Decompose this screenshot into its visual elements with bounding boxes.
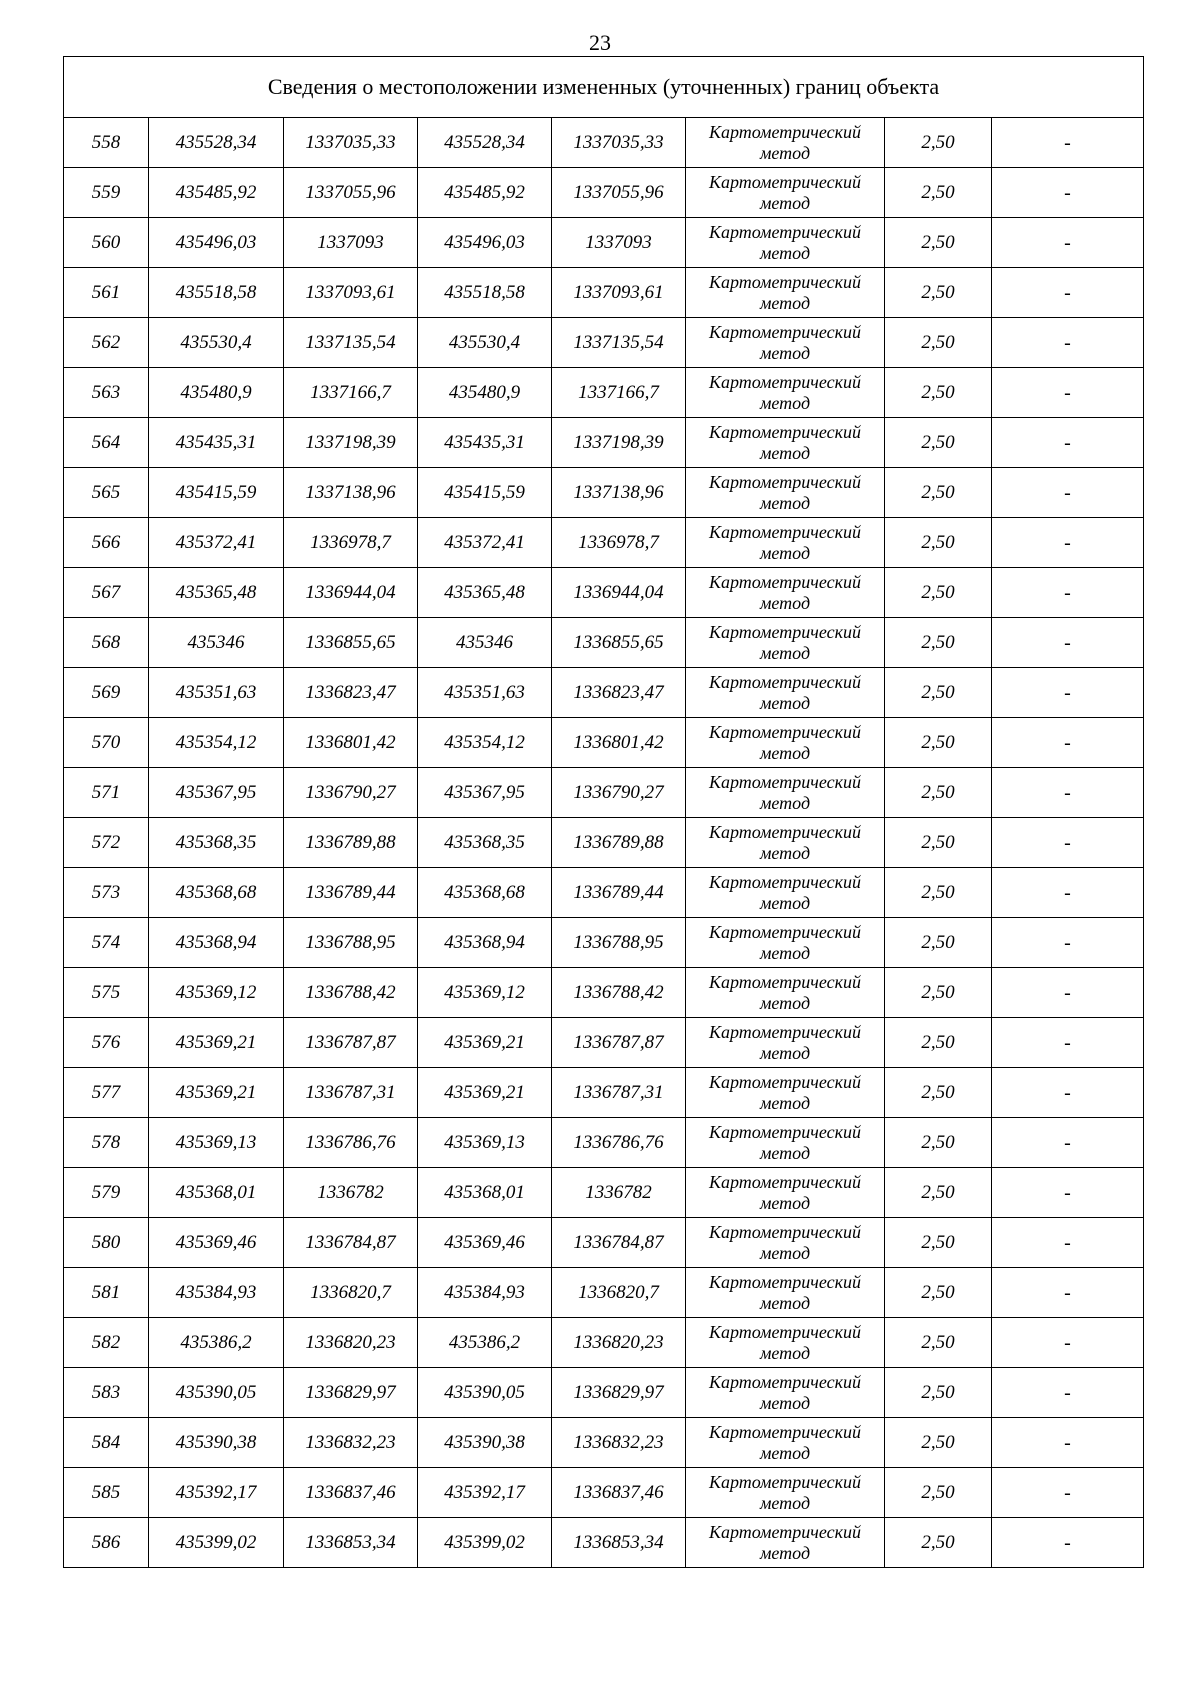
existing-x-cell: 435369,46: [149, 1218, 284, 1268]
accuracy-cell: 2,50: [885, 918, 992, 968]
method-cell: Картометрический метод: [686, 1118, 885, 1168]
method-cell: Картометрический метод: [686, 1218, 885, 1268]
existing-x-cell: 435369,12: [149, 968, 284, 1018]
existing-x-cell: 435435,31: [149, 418, 284, 468]
refined-x-cell: 435346: [418, 618, 552, 668]
accuracy-cell: 2,50: [885, 868, 992, 918]
method-cell: Картометрический метод: [686, 1018, 885, 1068]
refined-x-cell: 435368,35: [418, 818, 552, 868]
existing-y-cell: 1336837,46: [284, 1468, 418, 1518]
note-cell: -: [992, 1068, 1144, 1118]
refined-y-cell: 1336823,47: [552, 668, 686, 718]
existing-y-cell: 1337093: [284, 218, 418, 268]
refined-y-cell: 1336829,97: [552, 1368, 686, 1418]
accuracy-cell: 2,50: [885, 568, 992, 618]
method-cell: Картометрический метод: [686, 518, 885, 568]
table-row: [64, 268, 1144, 318]
accuracy-cell: 2,50: [885, 768, 992, 818]
note-cell: -: [992, 468, 1144, 518]
refined-x-cell: 435399,02: [418, 1518, 552, 1568]
method-cell: Картометрический метод: [686, 1318, 885, 1368]
point-number-cell: 585: [64, 1468, 149, 1518]
point-number-cell: 580: [64, 1218, 149, 1268]
method-cell: Картометрический метод: [686, 1518, 885, 1568]
existing-x-cell: 435480,9: [149, 368, 284, 418]
point-number-cell: 578: [64, 1118, 149, 1168]
existing-y-cell: 1336829,97: [284, 1368, 418, 1418]
method-cell: Картометрический метод: [686, 118, 885, 168]
existing-x-cell: 435485,92: [149, 168, 284, 218]
accuracy-cell: 2,50: [885, 368, 992, 418]
method-cell: Картометрический метод: [686, 318, 885, 368]
table-row: [64, 818, 1144, 868]
note-cell: -: [992, 118, 1144, 168]
note-cell: -: [992, 1168, 1144, 1218]
point-number-cell: 568: [64, 618, 149, 668]
accuracy-cell: 2,50: [885, 1518, 992, 1568]
note-cell: -: [992, 218, 1144, 268]
method-cell: Картометрический метод: [686, 718, 885, 768]
existing-y-cell: 1337138,96: [284, 468, 418, 518]
existing-y-cell: 1336790,27: [284, 768, 418, 818]
note-cell: -: [992, 368, 1144, 418]
accuracy-cell: 2,50: [885, 1068, 992, 1118]
method-cell: Картометрический метод: [686, 1268, 885, 1318]
refined-y-cell: 1337035,33: [552, 118, 686, 168]
table-row: [64, 1418, 1144, 1468]
refined-x-cell: 435480,9: [418, 368, 552, 418]
point-number-cell: 583: [64, 1368, 149, 1418]
note-cell: -: [992, 318, 1144, 368]
table-row: [64, 718, 1144, 768]
refined-x-cell: 435365,48: [418, 568, 552, 618]
note-cell: -: [992, 618, 1144, 668]
page-number: 23: [589, 30, 611, 55]
accuracy-cell: 2,50: [885, 1218, 992, 1268]
refined-y-cell: 1336978,7: [552, 518, 686, 568]
table-row: [64, 868, 1144, 918]
refined-x-cell: 435351,63: [418, 668, 552, 718]
table-row: [64, 968, 1144, 1018]
note-cell: -: [992, 418, 1144, 468]
existing-y-cell: 1336855,65: [284, 618, 418, 668]
method-cell: Картометрический метод: [686, 418, 885, 468]
existing-x-cell: 435351,63: [149, 668, 284, 718]
existing-x-cell: 435386,2: [149, 1318, 284, 1368]
refined-y-cell: 1336837,46: [552, 1468, 686, 1518]
refined-y-cell: 1336787,31: [552, 1068, 686, 1118]
note-cell: -: [992, 568, 1144, 618]
method-cell: Картометрический метод: [686, 218, 885, 268]
existing-x-cell: 435365,48: [149, 568, 284, 618]
table-row: [64, 568, 1144, 618]
note-cell: -: [992, 1018, 1144, 1068]
method-cell: Картометрический метод: [686, 468, 885, 518]
refined-y-cell: 1336944,04: [552, 568, 686, 618]
existing-y-cell: 1336784,87: [284, 1218, 418, 1268]
point-number-cell: 564: [64, 418, 149, 468]
existing-x-cell: 435369,21: [149, 1018, 284, 1068]
existing-y-cell: 1336823,47: [284, 668, 418, 718]
accuracy-cell: 2,50: [885, 1118, 992, 1168]
refined-y-cell: 1337135,54: [552, 318, 686, 368]
refined-x-cell: 435369,21: [418, 1068, 552, 1118]
existing-y-cell: 1336820,7: [284, 1268, 418, 1318]
point-number-cell: 565: [64, 468, 149, 518]
note-cell: -: [992, 1468, 1144, 1518]
table-row: [64, 168, 1144, 218]
refined-x-cell: 435485,92: [418, 168, 552, 218]
table-row: [64, 318, 1144, 368]
refined-x-cell: 435530,4: [418, 318, 552, 368]
existing-y-cell: 1337055,96: [284, 168, 418, 218]
refined-y-cell: 1336788,95: [552, 918, 686, 968]
note-cell: -: [992, 968, 1144, 1018]
method-cell: Картометрический метод: [686, 618, 885, 668]
table-body: [64, 57, 1144, 1568]
point-number-cell: 576: [64, 1018, 149, 1068]
existing-y-cell: 1336782: [284, 1168, 418, 1218]
refined-x-cell: 435368,94: [418, 918, 552, 968]
table-row: [64, 1318, 1144, 1368]
table-row: [64, 1218, 1144, 1268]
accuracy-cell: 2,50: [885, 318, 992, 368]
existing-y-cell: 1336944,04: [284, 568, 418, 618]
table-row: [64, 418, 1144, 468]
existing-y-cell: 1336853,34: [284, 1518, 418, 1568]
refined-x-cell: 435368,68: [418, 868, 552, 918]
refined-x-cell: 435369,46: [418, 1218, 552, 1268]
accuracy-cell: 2,50: [885, 518, 992, 568]
point-number-cell: 579: [64, 1168, 149, 1218]
note-cell: -: [992, 668, 1144, 718]
refined-x-cell: 435384,93: [418, 1268, 552, 1318]
existing-x-cell: 435368,94: [149, 918, 284, 968]
existing-x-cell: 435372,41: [149, 518, 284, 568]
table-row: [64, 468, 1144, 518]
coordinates-table: [63, 56, 1144, 1568]
refined-x-cell: 435390,05: [418, 1368, 552, 1418]
existing-x-cell: 435368,01: [149, 1168, 284, 1218]
existing-y-cell: 1336788,42: [284, 968, 418, 1018]
refined-y-cell: 1336820,23: [552, 1318, 686, 1368]
method-cell: Картометрический метод: [686, 368, 885, 418]
refined-y-cell: 1336787,87: [552, 1018, 686, 1068]
existing-x-cell: 435369,13: [149, 1118, 284, 1168]
point-number-cell: 572: [64, 818, 149, 868]
note-cell: -: [992, 868, 1144, 918]
point-number-cell: 563: [64, 368, 149, 418]
existing-y-cell: 1336789,88: [284, 818, 418, 868]
existing-x-cell: 435392,17: [149, 1468, 284, 1518]
table-row: [64, 1168, 1144, 1218]
accuracy-cell: 2,50: [885, 968, 992, 1018]
existing-y-cell: 1336789,44: [284, 868, 418, 918]
table-row: [64, 1018, 1144, 1068]
method-cell: Картометрический метод: [686, 268, 885, 318]
note-cell: -: [992, 918, 1144, 968]
refined-y-cell: 1337093,61: [552, 268, 686, 318]
table-row: [64, 1518, 1144, 1568]
refined-x-cell: 435372,41: [418, 518, 552, 568]
point-number-cell: 575: [64, 968, 149, 1018]
existing-y-cell: 1336978,7: [284, 518, 418, 568]
point-number-cell: 573: [64, 868, 149, 918]
note-cell: -: [992, 1268, 1144, 1318]
table-row: [64, 1268, 1144, 1318]
accuracy-cell: 2,50: [885, 418, 992, 468]
table-row: [64, 1368, 1144, 1418]
existing-y-cell: 1336787,31: [284, 1068, 418, 1118]
point-number-cell: 586: [64, 1518, 149, 1568]
refined-y-cell: 1336788,42: [552, 968, 686, 1018]
accuracy-cell: 2,50: [885, 618, 992, 668]
refined-x-cell: 435435,31: [418, 418, 552, 468]
refined-y-cell: 1336789,88: [552, 818, 686, 868]
refined-x-cell: 435386,2: [418, 1318, 552, 1368]
point-number-cell: 582: [64, 1318, 149, 1368]
existing-x-cell: 435415,59: [149, 468, 284, 518]
refined-x-cell: 435367,95: [418, 768, 552, 818]
table-row: [64, 618, 1144, 668]
point-number-cell: 577: [64, 1068, 149, 1118]
existing-x-cell: 435354,12: [149, 718, 284, 768]
accuracy-cell: 2,50: [885, 268, 992, 318]
accuracy-cell: 2,50: [885, 118, 992, 168]
accuracy-cell: 2,50: [885, 1368, 992, 1418]
note-cell: -: [992, 518, 1144, 568]
point-number-cell: 558: [64, 118, 149, 168]
existing-y-cell: 1337093,61: [284, 268, 418, 318]
table-row: [64, 918, 1144, 968]
refined-x-cell: 435528,34: [418, 118, 552, 168]
table-title-row: [64, 57, 1144, 118]
refined-y-cell: 1336801,42: [552, 718, 686, 768]
note-cell: -: [992, 268, 1144, 318]
method-cell: Картометрический метод: [686, 868, 885, 918]
point-number-cell: 560: [64, 218, 149, 268]
point-number-cell: 581: [64, 1268, 149, 1318]
existing-x-cell: 435390,38: [149, 1418, 284, 1468]
refined-x-cell: 435496,03: [418, 218, 552, 268]
accuracy-cell: 2,50: [885, 1468, 992, 1518]
method-cell: Картометрический метод: [686, 1468, 885, 1518]
existing-x-cell: 435399,02: [149, 1518, 284, 1568]
existing-y-cell: 1337198,39: [284, 418, 418, 468]
refined-y-cell: 1336786,76: [552, 1118, 686, 1168]
accuracy-cell: 2,50: [885, 668, 992, 718]
existing-x-cell: 435496,03: [149, 218, 284, 268]
existing-x-cell: 435528,34: [149, 118, 284, 168]
existing-y-cell: 1336786,76: [284, 1118, 418, 1168]
refined-y-cell: 1336790,27: [552, 768, 686, 818]
refined-y-cell: 1337166,7: [552, 368, 686, 418]
method-cell: Картометрический метод: [686, 1068, 885, 1118]
existing-y-cell: 1337135,54: [284, 318, 418, 368]
existing-y-cell: 1337166,7: [284, 368, 418, 418]
accuracy-cell: 2,50: [885, 1418, 992, 1468]
existing-y-cell: 1336820,23: [284, 1318, 418, 1368]
method-cell: Картометрический метод: [686, 968, 885, 1018]
refined-y-cell: 1336855,65: [552, 618, 686, 668]
refined-y-cell: 1337138,96: [552, 468, 686, 518]
accuracy-cell: 2,50: [885, 168, 992, 218]
refined-y-cell: 1336853,34: [552, 1518, 686, 1568]
point-number-cell: 567: [64, 568, 149, 618]
point-number-cell: 569: [64, 668, 149, 718]
accuracy-cell: 2,50: [885, 468, 992, 518]
method-cell: Картометрический метод: [686, 1168, 885, 1218]
note-cell: -: [992, 1518, 1144, 1568]
table-row: [64, 118, 1144, 168]
point-number-cell: 561: [64, 268, 149, 318]
refined-y-cell: 1336820,7: [552, 1268, 686, 1318]
refined-x-cell: 435354,12: [418, 718, 552, 768]
accuracy-cell: 2,50: [885, 1018, 992, 1068]
refined-x-cell: 435415,59: [418, 468, 552, 518]
note-cell: -: [992, 1418, 1144, 1468]
note-cell: -: [992, 718, 1144, 768]
accuracy-cell: 2,50: [885, 1268, 992, 1318]
table-row: [64, 218, 1144, 268]
method-cell: Картометрический метод: [686, 568, 885, 618]
existing-y-cell: 1336801,42: [284, 718, 418, 768]
existing-x-cell: 435384,93: [149, 1268, 284, 1318]
existing-y-cell: 1336788,95: [284, 918, 418, 968]
existing-y-cell: 1337035,33: [284, 118, 418, 168]
existing-x-cell: 435530,4: [149, 318, 284, 368]
point-number-cell: 584: [64, 1418, 149, 1468]
method-cell: Картометрический метод: [686, 1368, 885, 1418]
refined-x-cell: 435369,12: [418, 968, 552, 1018]
refined-y-cell: 1336784,87: [552, 1218, 686, 1268]
method-cell: Картометрический метод: [686, 818, 885, 868]
refined-y-cell: 1337198,39: [552, 418, 686, 468]
accuracy-cell: 2,50: [885, 718, 992, 768]
point-number-cell: 570: [64, 718, 149, 768]
refined-y-cell: 1336789,44: [552, 868, 686, 918]
accuracy-cell: 2,50: [885, 218, 992, 268]
note-cell: -: [992, 1118, 1144, 1168]
refined-y-cell: 1337093: [552, 218, 686, 268]
refined-y-cell: 1337055,96: [552, 168, 686, 218]
point-number-cell: 559: [64, 168, 149, 218]
note-cell: -: [992, 818, 1144, 868]
table-title: Сведения о местоположении измененных (уточненных) границ объекта: [64, 57, 1144, 118]
refined-y-cell: 1336782: [552, 1168, 686, 1218]
point-number-cell: 571: [64, 768, 149, 818]
table-row: [64, 1468, 1144, 1518]
method-cell: Картометрический метод: [686, 1418, 885, 1468]
existing-x-cell: 435390,05: [149, 1368, 284, 1418]
existing-x-cell: 435368,68: [149, 868, 284, 918]
note-cell: -: [992, 168, 1144, 218]
point-number-cell: 566: [64, 518, 149, 568]
refined-y-cell: 1336832,23: [552, 1418, 686, 1468]
existing-x-cell: 435368,35: [149, 818, 284, 868]
note-cell: -: [992, 1318, 1144, 1368]
existing-x-cell: 435367,95: [149, 768, 284, 818]
existing-x-cell: 435346: [149, 618, 284, 668]
accuracy-cell: 2,50: [885, 818, 992, 868]
existing-x-cell: 435369,21: [149, 1068, 284, 1118]
existing-y-cell: 1336832,23: [284, 1418, 418, 1468]
accuracy-cell: 2,50: [885, 1318, 992, 1368]
table-row: [64, 1118, 1144, 1168]
table-row: [64, 1068, 1144, 1118]
accuracy-cell: 2,50: [885, 1168, 992, 1218]
point-number-cell: 562: [64, 318, 149, 368]
method-cell: Картометрический метод: [686, 768, 885, 818]
refined-x-cell: 435392,17: [418, 1468, 552, 1518]
note-cell: -: [992, 1368, 1144, 1418]
existing-x-cell: 435518,58: [149, 268, 284, 318]
refined-x-cell: 435518,58: [418, 268, 552, 318]
method-cell: Картометрический метод: [686, 918, 885, 968]
refined-x-cell: 435369,21: [418, 1018, 552, 1068]
existing-y-cell: 1336787,87: [284, 1018, 418, 1068]
refined-x-cell: 435390,38: [418, 1418, 552, 1468]
table-row: [64, 518, 1144, 568]
note-cell: -: [992, 768, 1144, 818]
method-cell: Картометрический метод: [686, 668, 885, 718]
refined-x-cell: 435368,01: [418, 1168, 552, 1218]
point-number-cell: 574: [64, 918, 149, 968]
table-row: [64, 668, 1144, 718]
table-row: [64, 368, 1144, 418]
table-row: [64, 768, 1144, 818]
note-cell: -: [992, 1218, 1144, 1268]
refined-x-cell: 435369,13: [418, 1118, 552, 1168]
method-cell: Картометрический метод: [686, 168, 885, 218]
